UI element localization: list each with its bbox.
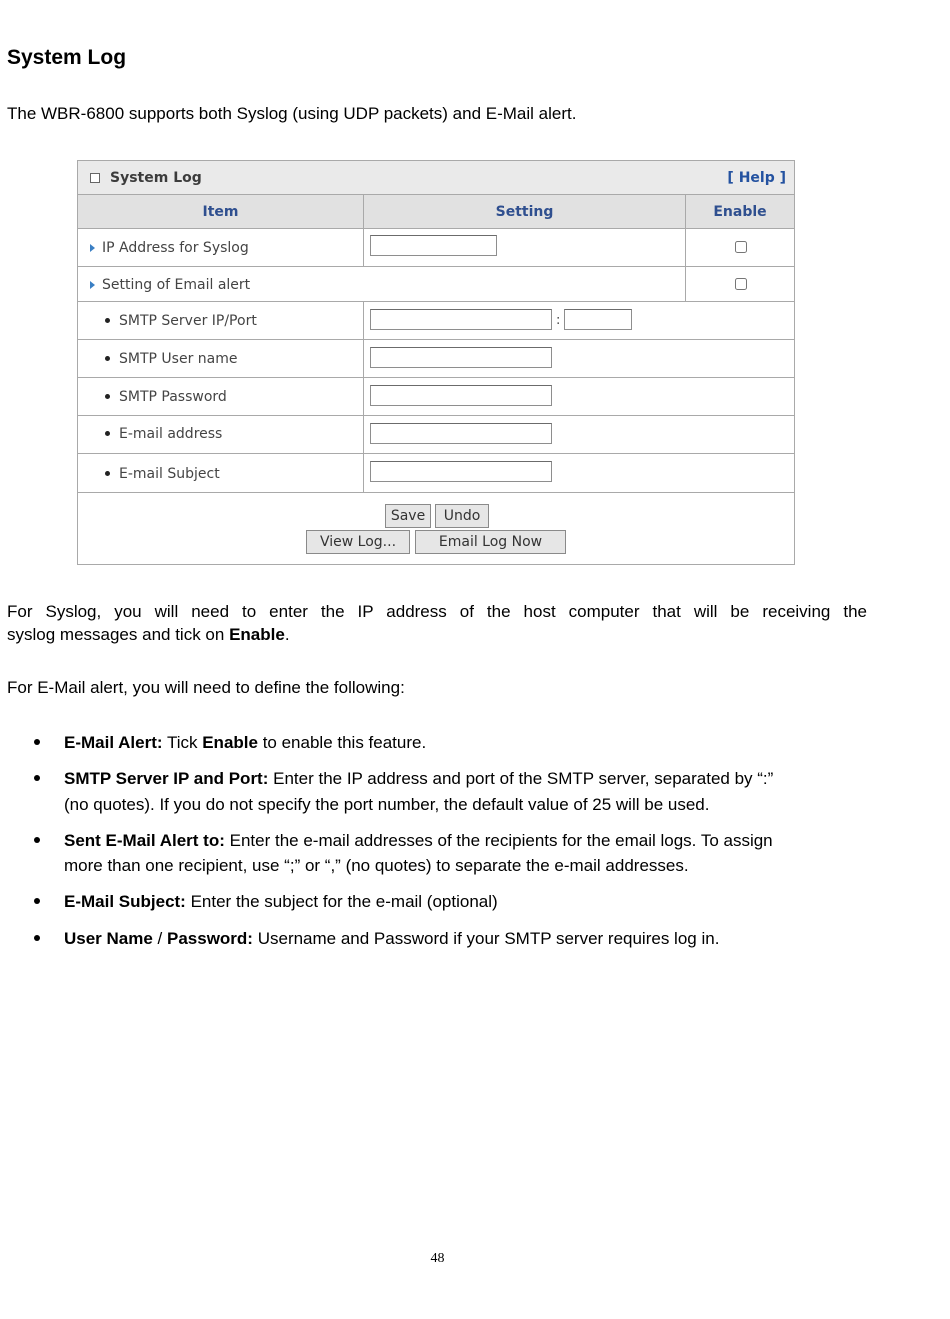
column-divider: [363, 229, 364, 266]
email-alert-enable-checkbox[interactable]: [735, 278, 747, 290]
table-row-smtp-user: [78, 340, 794, 378]
bullet-term: Password:: [167, 929, 253, 948]
port-separator: :: [556, 313, 561, 328]
syslog-enable-checkbox[interactable]: [735, 241, 747, 253]
table-row-email-subject: [78, 454, 794, 493]
table-row-smtp-password: [78, 378, 794, 416]
smtp-server-ip-input[interactable]: [370, 309, 552, 330]
panel-title: System Log: [110, 170, 202, 186]
bullet-icon: [105, 318, 110, 323]
smtp-server-label: SMTP Server IP/Port: [119, 313, 257, 329]
syslog-paragraph-line1: For Syslog, you will need to enter the IP address of the host computer that will be receiving the: [7, 602, 867, 621]
system-log-panel: [77, 160, 795, 565]
email-address-label: E-mail address: [119, 426, 223, 442]
table-row-smtp-server: [78, 302, 794, 340]
save-button[interactable]: Save: [385, 504, 431, 528]
table-row-email-alert: [78, 267, 794, 302]
list-item-user-password: [64, 926, 884, 951]
column-divider: [685, 229, 686, 266]
bullet-term: Sent E-Mail Alert to:: [64, 831, 225, 850]
bullet-icon: [105, 394, 110, 399]
column-divider: [363, 378, 364, 415]
bullet-term: E-Mail Subject:: [64, 892, 186, 911]
table-row-syslog: [78, 229, 794, 267]
smtp-user-input[interactable]: [370, 347, 552, 368]
header-enable: Enable: [713, 204, 767, 220]
bullet-icon: [105, 431, 110, 436]
syslog-paragraph-line2: [7, 623, 867, 646]
list-item-smtp-server: [64, 766, 884, 791]
panel-titlebar: [78, 161, 794, 195]
smtp-user-label: SMTP User name: [119, 351, 238, 367]
page-heading: System Log: [7, 46, 127, 69]
bullet-icon: [105, 356, 110, 361]
bullet-text: Enter the IP address and port of the SMTP server, separated by “:”: [268, 769, 774, 788]
panel-box-icon: [90, 173, 100, 183]
bullet-text: Username and Password if your SMTP server requires log in.: [252, 929, 720, 948]
list-item-email-alert: [64, 730, 884, 755]
bullet-term: SMTP Server IP and Port:: [64, 769, 269, 788]
intro-text: The WBR-6800 supports both Syslog (using UDP packets) and E-Mail alert.: [7, 104, 577, 123]
smtp-port-input[interactable]: [564, 309, 632, 330]
email-address-input[interactable]: [370, 423, 552, 444]
column-divider: [363, 340, 364, 377]
email-subject-input[interactable]: [370, 461, 552, 482]
table-header-row: [78, 195, 794, 229]
arrow-icon: [90, 244, 95, 252]
bullet-icon: [34, 739, 40, 745]
bullet-text: Tick: [162, 733, 203, 752]
list-item-email-subject: [64, 889, 884, 914]
column-divider: [363, 416, 364, 453]
syslog-text: syslog messages and tick on: [7, 625, 230, 644]
bullet-icon: [34, 775, 40, 781]
column-divider: [363, 302, 364, 339]
arrow-icon: [90, 281, 95, 289]
smtp-password-input[interactable]: [370, 385, 552, 406]
bullet-text: /: [152, 929, 167, 948]
email-paragraph: For E-Mail alert, you will need to define the following:: [7, 678, 405, 697]
bullet-term: User Name: [64, 929, 153, 948]
smtp-password-label: SMTP Password: [119, 389, 227, 405]
header-item: Item: [202, 204, 239, 220]
email-alert-label: Setting of Email alert: [102, 277, 251, 293]
bullet-term: E-Mail Alert:: [64, 733, 163, 752]
table-row-email-address: [78, 416, 794, 454]
list-item-sent-alert-line2: more than one recipient, use “;” or “,” (no quotes) to separate the e-mail addresses.: [64, 856, 689, 875]
help-link[interactable]: [ Help ]: [727, 170, 786, 186]
bullet-text: to enable this feature.: [257, 733, 427, 752]
bullet-term: Enable: [202, 733, 258, 752]
bullet-icon: [34, 935, 40, 941]
undo-button[interactable]: Undo: [435, 504, 489, 528]
column-divider: [685, 267, 686, 301]
list-item-smtp-server-line2: (no quotes). If you do not specify the port number, the default value of 25 will be used.: [64, 795, 710, 814]
bullet-text: Enter the subject for the e-mail (optional): [185, 892, 498, 911]
bullet-icon: [34, 898, 40, 904]
page-number: 48: [430, 1251, 445, 1266]
bullet-text: Enter the e-mail addresses of the recipients for the email logs. To assign: [224, 831, 773, 850]
view-log-button[interactable]: View Log...: [306, 530, 410, 554]
period: .: [284, 625, 290, 644]
column-divider: [363, 454, 364, 492]
bullet-icon: [34, 837, 40, 843]
email-log-now-button[interactable]: Email Log Now: [415, 530, 566, 554]
bullet-icon: [105, 471, 110, 476]
header-setting: Setting: [495, 204, 554, 220]
syslog-ip-label: IP Address for Syslog: [102, 240, 249, 256]
list-item-sent-alert: [64, 828, 884, 853]
email-subject-label: E-mail Subject: [119, 466, 220, 482]
syslog-ip-input[interactable]: [370, 235, 497, 256]
enable-keyword: Enable: [229, 625, 285, 644]
